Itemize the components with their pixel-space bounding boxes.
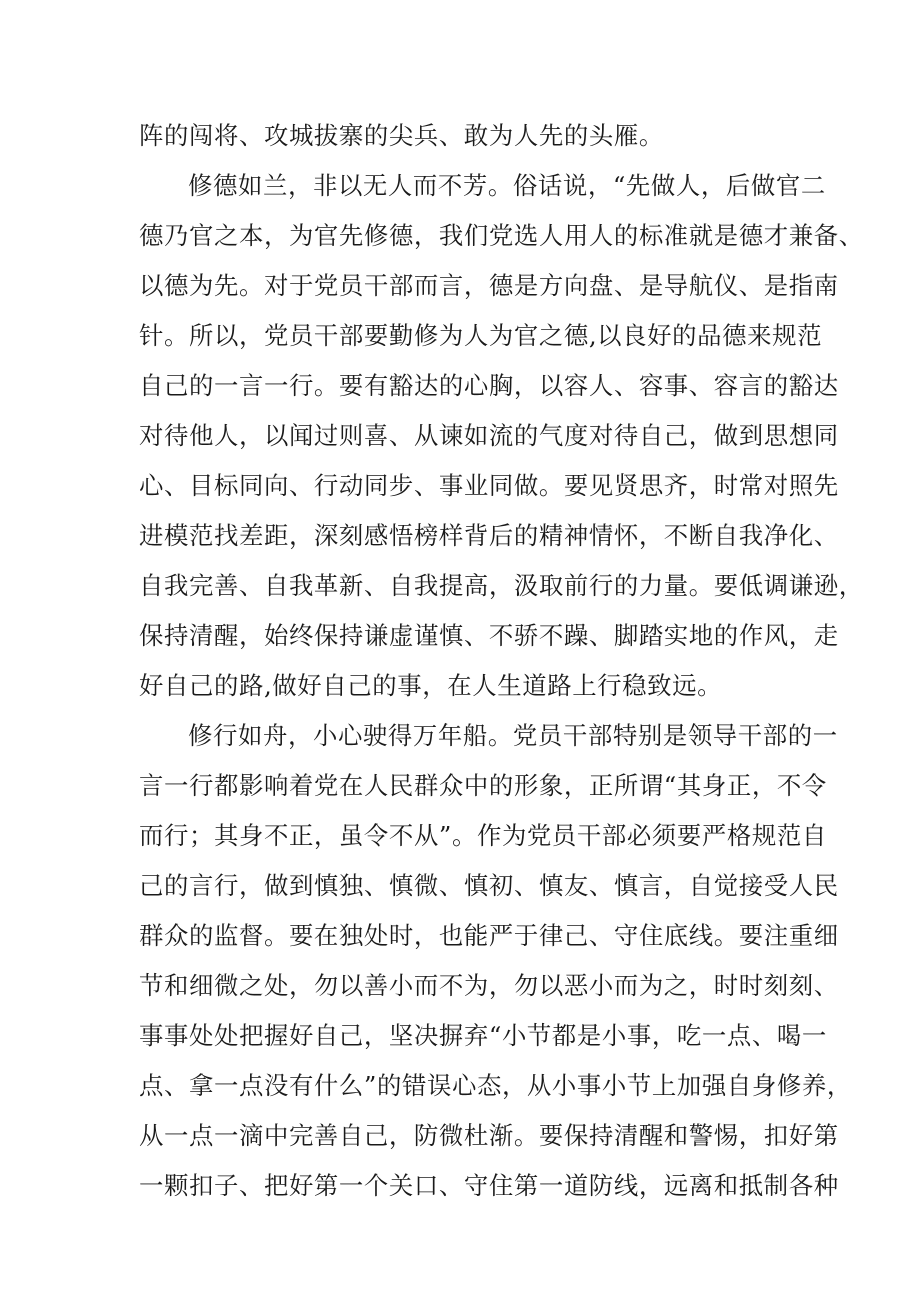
text-line: 群众的监督。要在独处时，也能严于律己、守住底线。要注重细 — [139, 921, 839, 950]
text-line: 自我完善、自我革新、自我提高，汲取前行的力量。要低调谦逊， — [139, 571, 864, 600]
text-line: 保持清醒，始终保持谦虚谨慎、不骄不躁、脚踏实地的作风，走 — [139, 621, 839, 650]
text-line: 点、拿一点没有什么”的错误心态，从小事小节上加强自身修养， — [139, 1071, 852, 1100]
text-line: 德乃官之本，为官先修德，我们党选人用人的标准就是德才兼备、 — [139, 221, 864, 250]
text-line: 自己的一言一行。要有豁达的心胸，以容人、容事、容言的豁达 — [139, 371, 839, 400]
text-line: 阵的闯将、攻城拔寨的尖兵、敢为人先的头雁。 — [139, 121, 664, 150]
paragraph-start-line: 修行如舟，小心驶得万年船。党员干部特别是领导干部的一 — [188, 721, 838, 750]
text-line: 进模范找差距，深刻感悟榜样背后的精神情怀，不断自我净化、 — [139, 521, 839, 550]
paragraph-start-line: 修德如兰，非以无人而不芳。俗话说，“先做人，后做官二 — [188, 171, 826, 200]
text-line: 从一点一滴中完善自己，防微杜渐。要保持清醒和警惕，扣好第 — [139, 1121, 839, 1150]
text-line: 对待他人，以闻过则喜、从谏如流的气度对待自己，做到思想同 — [139, 421, 839, 450]
text-line: 节和细微之处，勿以善小而不为，勿以恶小而为之，时时刻刻、 — [139, 971, 839, 1000]
text-line: 而行；其身不正，虽令不从”。作为党员干部必须要严格规范自 — [139, 821, 827, 850]
text-line: 一颗扣子、把好第一个关口、守住第一道防线，远离和抵制各种 — [139, 1171, 839, 1200]
text-line: 针。所以，党员干部要勤修为人为官之德,以良好的品德来规范 — [139, 321, 823, 350]
text-line: 事事处处把握好自己，坚决摒弃“小节都是小事，吃一点、喝一 — [139, 1021, 827, 1050]
text-line: 以德为先。对于党员干部而言，德是方向盘、是导航仪、是指南 — [139, 271, 839, 300]
text-line: 好自己的路,做好自己的事，在人生道路上行稳致远。 — [139, 671, 723, 700]
text-line: 言一行都影响着党在人民群众中的形象，正所谓“其身正，不令 — [139, 771, 827, 800]
text-line: 心、目标同向、行动同步、事业同做。要见贤思齐，时常对照先 — [139, 471, 839, 500]
text-line: 己的言行，做到慎独、慎微、慎初、慎友、慎言，自觉接受人民 — [139, 871, 839, 900]
